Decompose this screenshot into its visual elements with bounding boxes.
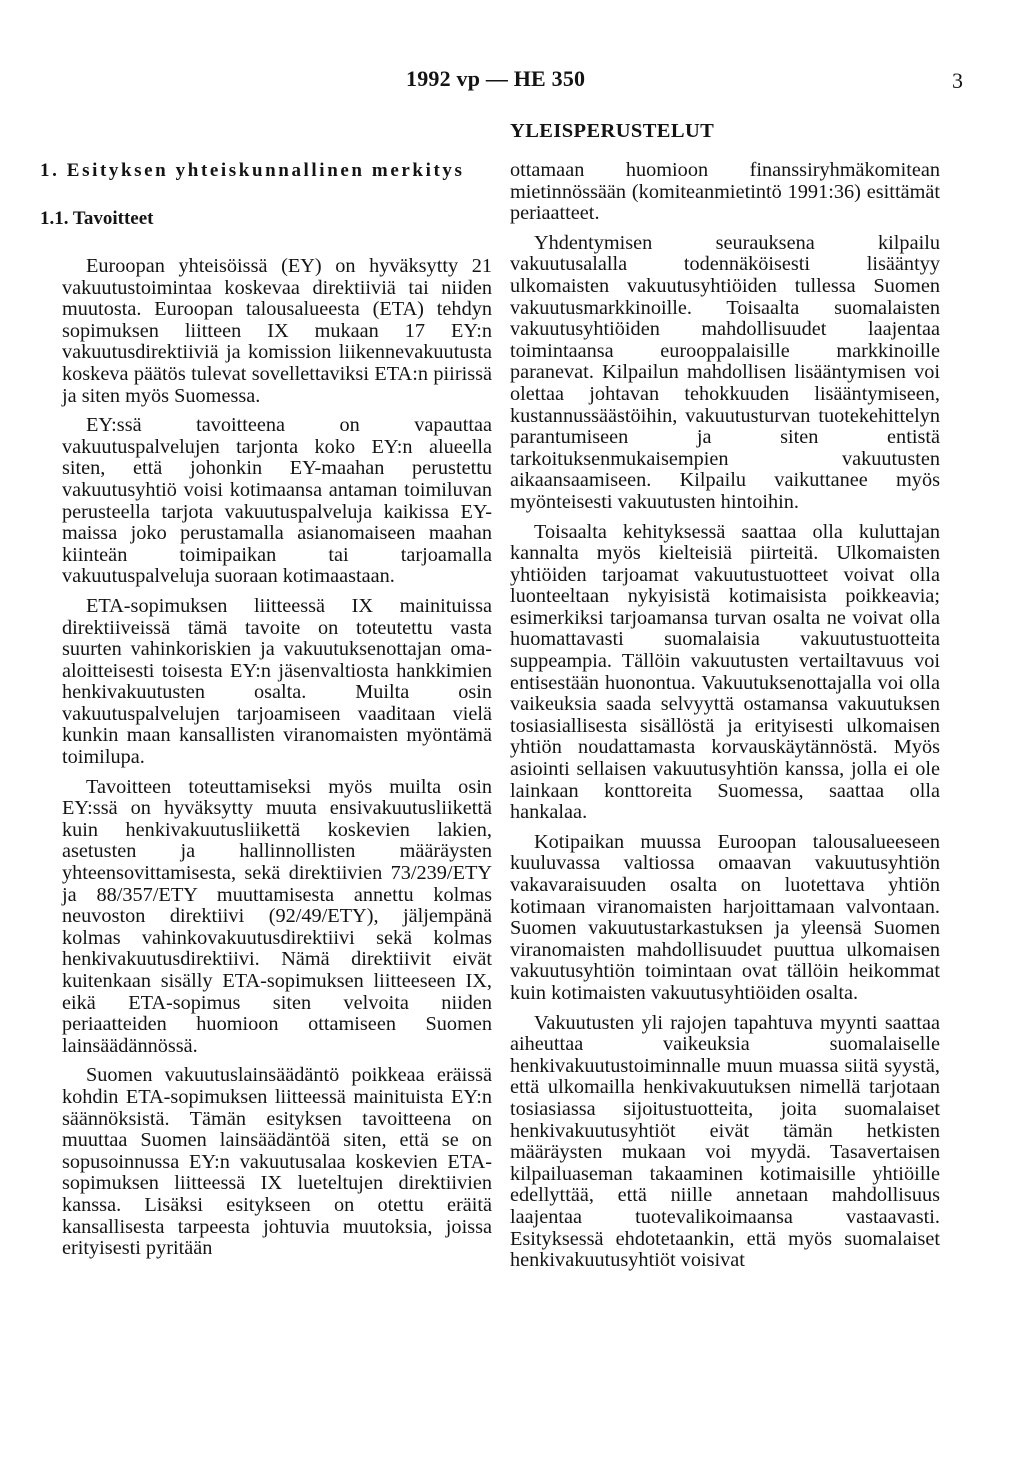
page-number: 3 xyxy=(952,68,963,93)
paragraph: ETA-sopimuksen liitteessä IX mainituissa direktiiveissä tämä tavoite on toteutettu vasta suurten vahinkoriskien ja vakuutuksenottajan oma-aloitteisesti toisesta EY:n jäsenvaltiosta hankkimien henkivakuutusten osalta. Muilta osin vakuutuspalvelujen tarjoamiseen vaaditaan vielä kunkin maan kansallisten viranomaisten myöntämä toimilupa. xyxy=(62,594,492,769)
paragraph: Kotipaikan muussa Euroopan talousalueeseen kuuluvassa valtiossa omaavan vakuutusyhtiön vakavaraisuuden osalta on luotettava yhtiön kotimaan viranomaisten harjoittamaan valvontaan. Suomen vakuutustarkastuksen ja yleensä Suomen viranomaisten mahdollisuudet puuttua ulkomaisen vakuutusyhtiön toimintaan ovat tällöin heikommat kuin kotimaisten vakuutusyhtiöiden osalta. xyxy=(510,830,940,1004)
section-heading: YLEISPERUSTELUT xyxy=(510,120,715,142)
paragraph: EY:ssä tavoitteena on vapauttaa vakuutuspalvelujen tarjonta koko EY:n alueella siten, että johonkin EY-maahan perustettu vakuutusyhtiö voisi kotimaansa antaman toimiluvan perusteella tarjota vakuutuspalveluja kaikissa EY-maissa joko perustamalla asianomaiseen maahan kiinteän toimipaikan tai tarjoamalla vakuutuspalveluja suoraan kotimaastaan. xyxy=(62,414,492,588)
left-column xyxy=(40,160,492,1260)
paragraph: Toisaalta kehityksessä saattaa olla kuluttajan kannalta myös kielteisiä piirteitä. Ulkomaisten yhtiöiden tarjoamat vakuutustuotteet voivat olla luonteeltaan nykyisistä kotimaisista poikkeavia; esimerkiksi tarjoamansa turvan osalta ne voivat olla huomattavasti suomalaisia vakuutustuotteita suppeampia. Tällöin vakuutusten vertailtavuus voi entisestään huonontua. Vakuutuksenottajalla voi olla vaikeuksia saada selvyyttä ostamansa vakuutuksen tosiasiallisesta sisällöstä ja erityisesti ulkomaisen yhtiön noudattamasta korvauskäytännöstä. Myös asiointi sellaisen vakuutusyhtiön kanssa, jolla ei ole lainkaan konttoreita Suomessa, saattaa olla hankalaa. xyxy=(510,520,940,824)
paragraph: Euroopan yhteisöissä (EY) on hyväksytty 21 vakuutustoimintaa koskevaa direktiiviä tai niiden muutosta. Euroopan talousalueesta (ETA) tehdyn sopimuksen liitteen IX mukaan 17 EY:n vakuutusdirektiiviä ja komission liikennevakuutusta koskeva päätös tulevat sovellettaviksi ETA:n piirissä ja siten myös Suomessa. xyxy=(62,255,492,407)
paragraph: Yhdentymisen seurauksena kilpailu vakuutusalalla todennäköisesti lisääntyy ulkomaisten vakuutusyhtiöiden tullessa Suomen vakuutusmarkkinoille. Toisaalta suomalaisten vakuutusyhtiöiden mahdollisuudet laajentaa toimintaansa eurooppalaisille markkinoille paranevat. Kilpailun mahdollisen lisääntymisen voi olettaa johtavan tehokkuuden lisääntymiseen, kustannussäästöihin, vakuutusturvan tuotekehittelyn parantumiseen ja siten entistä tarkoituksenmukaisempien vakuutusten aikaansaamiseen. Kilpailu vaikuttanee myös myönteisesti vakuutusten hintoihin. xyxy=(510,231,940,513)
paragraph: Vakuutusten yli rajojen tapahtuva myynti saattaa aiheuttaa vaikeuksia suomalaiselle henkivakuutustoiminnalle muun muassa siitä syystä, että ulkomailla henkivakuutuksen nimellä tarjotaan tosiasiassa sijoitustuotteita, joita suomalaiset henkivakuutusyhtiöt eivät tämän hetkisten määräysten mukaan voi myydä. Tasavertaisen kilpailuaseman takaaminen kotimaisille yhtiöille edellyttää, että niille annetaan mahdollisuus laajentaa tuotevalikoimaansa vastaavasti. Esityksessä ehdotetaankin, että myös suomalaiset henkivakuutusyhtiöt voisivat xyxy=(510,1011,940,1272)
right-column xyxy=(510,160,940,1272)
heading-1: 1. Esityksen yhteiskunnallinen merkitys xyxy=(40,160,465,181)
paragraph: Tavoitteen toteuttamiseksi myös muilta osin EY:ssä on hyväksytty muuta ensivakuutusliikettä kuin henkivakuutusliikettä koskevien lakien, asetusten ja hallinnollisten määräysten yhteensovittamisesta, sekä direktiivien 73/239/ETY ja 88/357/ETY muuttamisesta annettu kolmas neuvoston direktiivi (92/49/ETY), jäljempänä kolmas vahinkovakuutusdirektiivi sekä kolmas henkivakuutusdirektiivi. Nämä direktiivit eivät kuitenkaan sisälly ETA-sopimuksen liitteeseen IX, eikä ETA-sopimus siten velvoita niiden periaatteiden huomioon ottamiseen Suomen lainsäädännössä. xyxy=(62,775,492,1057)
heading-1-1: 1.1. Tavoitteet xyxy=(40,208,154,229)
paragraph: ottamaan huomioon finanssiryhmäkomitean mietinnössään (komiteanmietintö 1991:36) esittämät periaatteet. xyxy=(510,159,940,225)
paragraph: Suomen vakuutuslainsäädäntö poikkeaa eräissä kohdin ETA-sopimuksen liitteessä mainituista EY:n säännöksistä. Tämän esityksen tavoitteena on muuttaa Suomen lainsäädäntöä siten, että se on sopusoinnussa EY:n vakuutusalaa koskevien ETA-sopimuksen liitteessä IX lueteltujen direktiivien kanssa. Lisäksi esitykseen on otettu eräitä kansallisesta tarpeesta johtuvia muutoksia, joissa erityisesti pyritään xyxy=(62,1064,492,1260)
running-header: 1992 vp — HE 350 xyxy=(406,66,586,91)
